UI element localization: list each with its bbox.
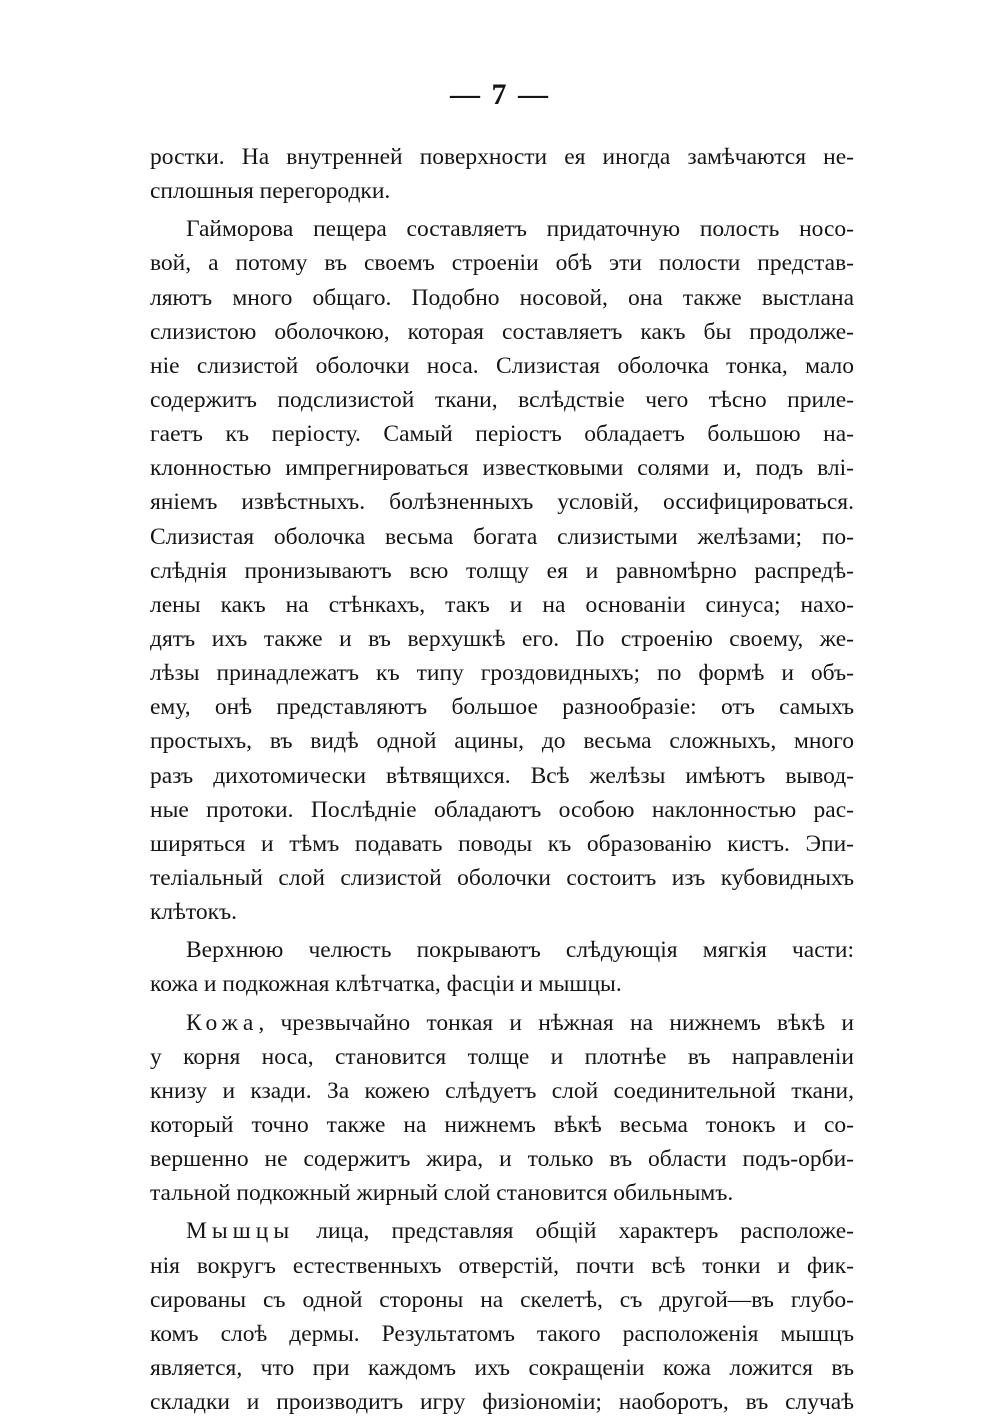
text-line: складки и производитъ игру физіономіи; наоборотъ, въ случаѣ <box>150 1389 854 1416</box>
text-line: является, что при каждомъ ихъ сокращеніи кожа ложится въ <box>150 1354 854 1381</box>
text-line: вой, а потому въ своемъ строеніи обѣ эти полости представ- <box>150 250 854 277</box>
text-line: лѣзы принадлежатъ къ типу гроздовидныхъ; по формѣ и объ- <box>150 660 854 687</box>
page-number: — 7 — <box>450 78 550 111</box>
text-line: дятъ ихъ также и въ верхушкѣ его. По строенію своему, же- <box>150 625 854 652</box>
paragraph <box>150 140 854 208</box>
text-line: ніе слизистой оболочки носа. Слизистая оболочка тонка, мало <box>150 352 854 379</box>
text-line-rest: лица, представляя общій характеръ расположе- <box>294 1218 854 1245</box>
text-line: ему, онѣ представляютъ большое разнообразіе: отъ самыхъ <box>150 694 854 721</box>
emphasized-term: Кожа <box>186 1009 259 1036</box>
text-line: клѣтокъ. <box>150 899 238 926</box>
text-line: нія вокругъ естественныхъ отверстій, почти всѣ тонки и фик- <box>150 1252 854 1279</box>
text-line <box>150 1006 854 1040</box>
text-line: комъ слоѣ дермы. Результатомъ такого расположенія мышцъ <box>150 1320 854 1347</box>
text-line: клонностью импрегнироваться известковыми солями и, подъ влі- <box>150 455 854 482</box>
text-line: сированы съ одной стороны на скелетѣ, съ другой—въ глубо- <box>150 1286 854 1313</box>
paragraph <box>150 1006 854 1211</box>
text-line <box>150 1214 854 1248</box>
text-line: кожа и подкожная клѣтчатка, фасціи и мышцы. <box>150 971 622 998</box>
text-line: ные протоки. Послѣдніе обладаютъ особою наклонностью рас- <box>150 796 854 823</box>
text-line: ростки. На внутренней поверхности ея иногда замѣчаются не- <box>150 144 854 170</box>
emphasized-term: Мышцы <box>186 1218 295 1245</box>
text-line: простыхъ, въ видѣ одной ацины, до весьма сложныхъ, много <box>150 728 854 755</box>
paragraph <box>150 933 854 1001</box>
text-line: теліальный слой слизистой оболочки состоитъ изъ кубовидныхъ <box>150 864 854 891</box>
text-line: ляютъ много общаго. Подобно носовой, она также выстлана <box>150 284 854 311</box>
text-line: яніемъ извѣстныхъ. болѣзненныхъ условій, оссифицироваться. <box>150 489 854 516</box>
text-line: сплошныя перегородки. <box>150 178 391 205</box>
paragraph <box>150 212 854 929</box>
text-line: гаетъ къ періосту. Самый періостъ обладаетъ большою на- <box>150 421 854 448</box>
text-line: разъ дихотомически вѣтвящихся. Всѣ желѣзы имѣютъ вывод- <box>150 762 854 789</box>
text-line: вершенно не содержитъ жира, и только въ области подъ-орби- <box>150 1146 854 1173</box>
paragraph <box>150 1214 854 1419</box>
text-line: слизистою оболочкою, которая составляетъ какъ бы продолже- <box>150 318 854 345</box>
text-line: Слизистая оболочка весьма богата слизистыми желѣзами; по- <box>150 523 854 550</box>
text-line: лены какъ на стѣнкахъ, такъ и на основаніи синуса; нахо- <box>150 591 854 618</box>
text-line: Гайморова пещера составляетъ придаточную полость носо- <box>186 216 854 243</box>
text-line: книзу и кзади. За кожею слѣдуетъ слой соединительной ткани, <box>150 1077 854 1104</box>
text-line: слѣднія пронизываютъ всю толщу ея и равномѣрно распредѣ- <box>150 557 854 584</box>
text-line: Верхнюю челюсть покрываютъ слѣдующія мягкія части: <box>186 937 854 964</box>
text-line: содержитъ подслизистой ткани, вслѣдствіе чего тѣсно приле- <box>150 386 854 413</box>
text-line: ширяться и тѣмъ подавать поводы къ образованію кистъ. Эпи- <box>150 830 854 857</box>
text-line: который точно также на нижнемъ вѣкѣ весьма тонокъ и со- <box>150 1111 854 1138</box>
text-line-rest: , чрезвычайно тонкая и нѣжная на нижнемъ вѣкѣ и <box>258 1009 854 1036</box>
text-line: у корня носа, становится толще и плотнѣе въ направленіи <box>150 1043 854 1070</box>
text-line: тальной подкожный жирный слой становится обильнымъ. <box>150 1180 734 1207</box>
body-text <box>150 140 854 1419</box>
